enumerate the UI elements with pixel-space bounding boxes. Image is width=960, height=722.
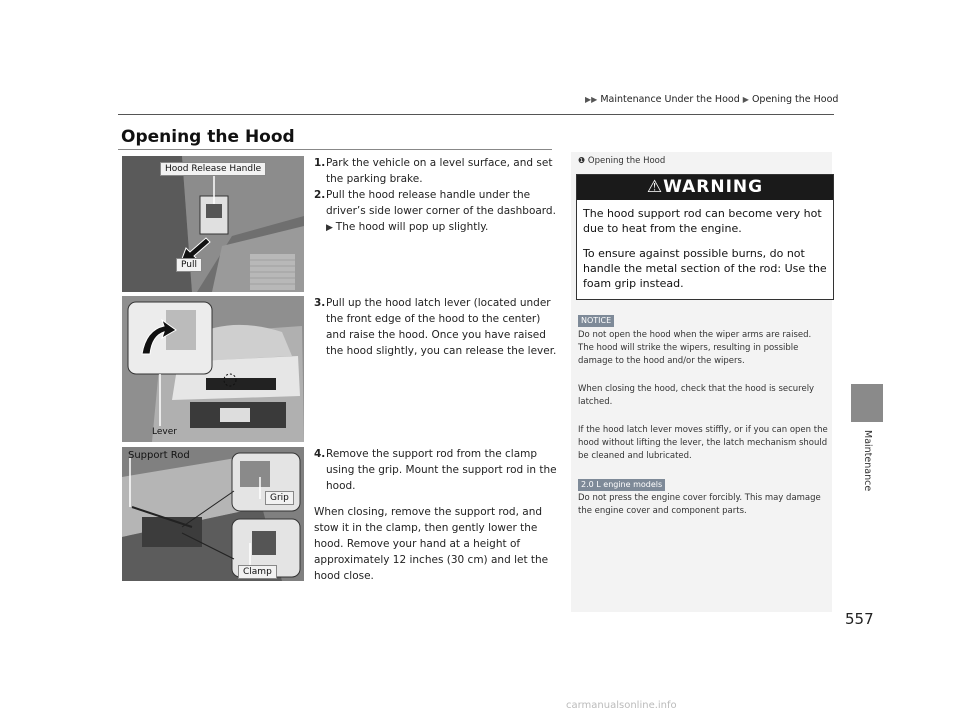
callout-pull: Pull bbox=[176, 258, 202, 272]
closing-paragraph bbox=[314, 504, 554, 584]
warning-paragraph: The hood support rod can become very hot due to heat from the engine. bbox=[583, 207, 822, 235]
step-number: 2. bbox=[314, 189, 326, 201]
warning-triangle-icon: ⚠ bbox=[646, 177, 664, 197]
warning-paragraph: To ensure against possible burns, do not handle the metal section of the rod: Use the foam grip instead. bbox=[583, 247, 827, 290]
warning-label: WARNING bbox=[663, 177, 764, 197]
watermark: carmanualsonline.info bbox=[566, 700, 677, 711]
support-rod-figure bbox=[122, 447, 304, 581]
note-text: If the hood latch lever moves stiffly, or if you can open the hood without lifting the lever, the latch mechanism should be cleaned and lubricated. bbox=[578, 425, 828, 461]
step-text: Park the vehicle on a level surface, and set the parking brake. bbox=[326, 157, 553, 185]
breadcrumb-arrow-icon: ▶▶ bbox=[585, 95, 598, 104]
notice-text: Do not open the hood when the wiper arms are raised. The hood will strike the wipers, resulting in possible damage to the hood and/or the wipers. bbox=[578, 330, 812, 366]
step-number: 3. bbox=[314, 297, 326, 309]
step-number: 1. bbox=[314, 157, 326, 169]
section-tab-label-wrap bbox=[859, 430, 873, 510]
step-text: Pull the hood release handle under the driver’s side lower corner of the dashboard. bbox=[326, 189, 556, 217]
panel-heading bbox=[578, 156, 665, 166]
notice-badge: NOTICE bbox=[578, 315, 614, 327]
hood-latch-figure bbox=[122, 296, 304, 442]
engine-bay-illustration bbox=[122, 447, 304, 581]
warning-banner bbox=[577, 175, 833, 200]
engine-model-badge: 2.0 L engine models bbox=[578, 479, 665, 491]
hood-release-figure bbox=[122, 156, 304, 292]
step-2 bbox=[314, 187, 559, 236]
step-4 bbox=[314, 446, 559, 494]
page-number: 557 bbox=[845, 610, 874, 628]
callout-support-rod: Support Rod bbox=[128, 450, 190, 461]
callout-grip: Grip bbox=[265, 491, 294, 505]
note-text: When closing the hood, check that the hood is securely latched. bbox=[578, 384, 815, 407]
warning-box bbox=[576, 174, 834, 300]
breadcrumb-item[interactable]: Opening the Hood bbox=[751, 94, 839, 105]
breadcrumb-item[interactable]: Maintenance Under the Hood bbox=[600, 94, 740, 105]
step-3 bbox=[314, 295, 559, 359]
breadcrumb bbox=[585, 94, 838, 105]
page-title: Opening the Hood bbox=[121, 127, 295, 147]
panel-heading-text: Opening the Hood bbox=[587, 156, 666, 166]
closing-text: When closing, remove the support rod, and stow it in the clamp, then gently lower the hood. Remove your hand at a height of approximately 12 inches (30 cm) and let the hood close. bbox=[314, 506, 549, 582]
reference-icon: ❶ bbox=[578, 156, 586, 165]
step-result bbox=[326, 219, 559, 236]
callout-clamp: Clamp bbox=[238, 565, 277, 579]
callout-hood-release-handle: Hood Release Handle bbox=[160, 162, 266, 176]
car-front-illustration bbox=[122, 296, 304, 442]
step-text: Pull up the hood latch lever (located under the front edge of the hood to the center) and raise the hood. Once you have raised the hood slightly, you can release the lever. bbox=[326, 297, 557, 357]
step-1 bbox=[314, 155, 559, 187]
step-text: Remove the support rod from the clamp using the grip. Mount the support rod in the hood. bbox=[326, 448, 557, 492]
section-tab-label: Maintenance bbox=[862, 430, 873, 492]
title-divider bbox=[118, 149, 552, 150]
step-result-text: The hood will pop up slightly. bbox=[335, 221, 489, 233]
breadcrumb-arrow-icon: ▶ bbox=[742, 95, 749, 104]
hood-release-illustration bbox=[122, 156, 304, 292]
result-arrow-icon: ▶ bbox=[326, 223, 336, 233]
engine-note-text: Do not press the engine cover forcibly. This may damage the engine cover and component parts. bbox=[578, 493, 821, 516]
header-divider bbox=[118, 114, 834, 115]
callout-lever: Lever bbox=[152, 427, 177, 437]
section-tab[interactable] bbox=[851, 384, 883, 422]
step-number: 4. bbox=[314, 448, 326, 460]
